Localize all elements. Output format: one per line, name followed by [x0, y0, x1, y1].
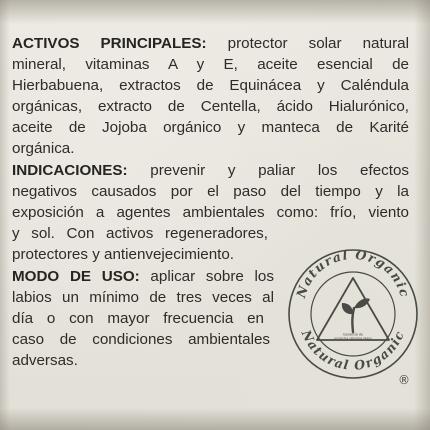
modo-uso-line-4: caso de condiciones ambientales: [12, 331, 270, 348]
natural-organic-seal: [286, 242, 420, 392]
indicaciones-line-1: [12, 160, 409, 181]
seal-top-text: Natural Organic: [293, 246, 413, 300]
activos-heading: ACTIVOS PRINCIPALES:: [12, 35, 207, 52]
modo-uso-line-2: labios un mínimo de tres veces al: [12, 289, 274, 306]
seal-small-line-2: productos naturales Vegan: [334, 336, 372, 340]
activos-line-1: [12, 33, 409, 54]
bottom-shadow: [0, 408, 430, 430]
modo-uso-line-5: adversas.: [12, 352, 78, 369]
indicaciones-line-5: protectores y antienvejecimiento.: [12, 246, 235, 263]
modo-uso-text-1: aplicar sobre los: [150, 268, 274, 285]
registered-mark: ®: [398, 373, 410, 387]
indicaciones-text-1: prevenir y paliar los efectos: [150, 162, 409, 179]
modo-uso-heading: MODO DE USO:: [12, 268, 140, 285]
activos-line-3: Hierbabuena, extractos de Equinácea y Caléndula: [12, 77, 409, 94]
modo-uso-line-1: [12, 266, 274, 287]
seal-small-line-1: Garantía de: [343, 332, 363, 337]
indicaciones-line-3: exposición a agentes ambientales como: frío, viento: [12, 204, 409, 221]
seal-bottom-text: Natural Organic: [298, 327, 408, 373]
sprout-icon: [342, 298, 370, 332]
top-shadow: [0, 0, 430, 24]
activos-line-2: mineral, vitaminas A y E, aceite esencial de: [12, 56, 409, 73]
activos-line-4: orgánicas, extracto de Centella, ácido Hialurónico,: [12, 98, 409, 115]
indicaciones-line-2: negativos causados por el paso del tiempo y la: [12, 183, 409, 200]
activos-text-1: protector solar natural: [227, 35, 410, 52]
indicaciones-heading: INDICACIONES:: [12, 162, 128, 179]
left-shadow: [0, 0, 10, 430]
activos-line-6: orgánica.: [12, 140, 75, 157]
activos-line-5: aceite de Jojoba orgánico y manteca de Karité: [12, 119, 409, 136]
indicaciones-line-4: y sol. Con activos regeneradores,: [12, 225, 268, 242]
modo-uso-line-3: día o con mayor frecuencia en: [12, 310, 264, 327]
